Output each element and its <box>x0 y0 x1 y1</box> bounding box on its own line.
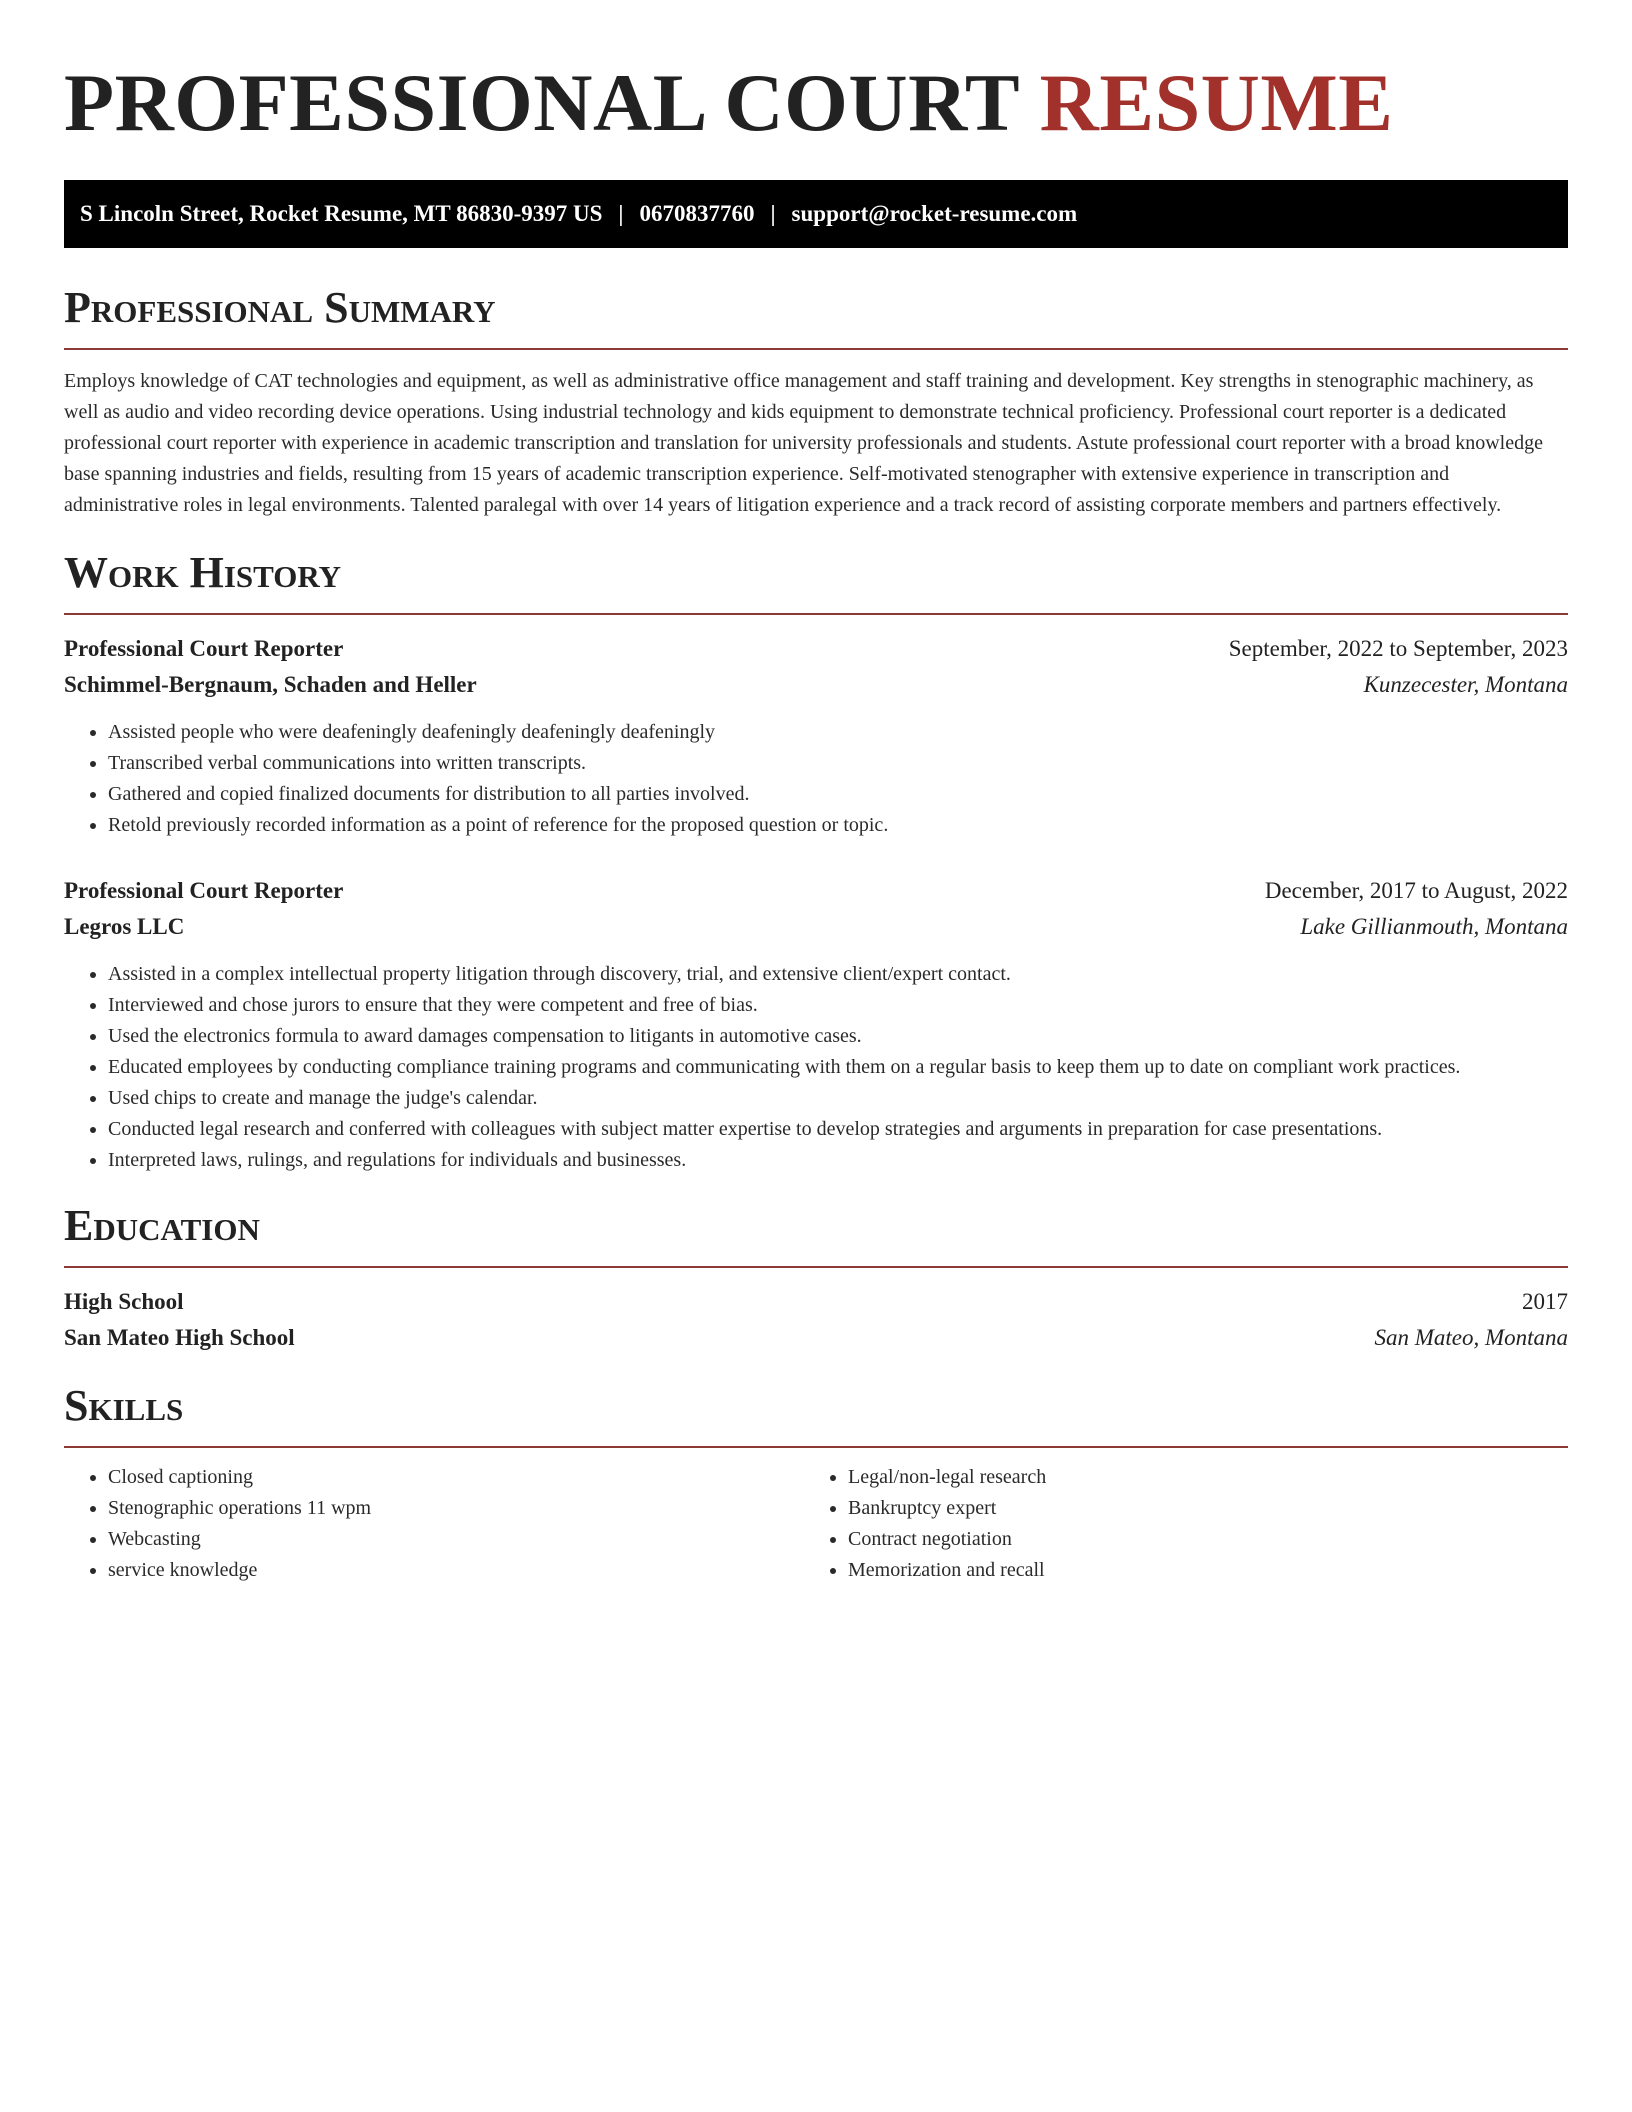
job-duties-list <box>64 959 1568 1176</box>
education-year: 2017 <box>1522 1289 1568 1314</box>
list-item: • Interviewed and chose jurors to ensure that they were competent and free of bias. <box>108 990 1568 1021</box>
education-section <box>64 1200 1568 1356</box>
section-divider <box>64 613 1568 615</box>
job-title: Professional Court Reporter <box>64 636 344 661</box>
job-header-row <box>64 873 1568 909</box>
skills-column-left <box>64 1462 804 1586</box>
skill-item: • Legal/non-legal research <box>848 1462 1046 1493</box>
job-entry <box>64 873 1568 1176</box>
title-main: PROFESSIONAL COURT <box>64 57 1019 148</box>
list-item: • Educated employees by conducting compliance training programs and communicating with them on a regular basis to keep them up to date on compliant work practices. <box>108 1052 1568 1083</box>
education-school-row <box>64 1320 1568 1356</box>
list-item: • Conducted legal research and conferred with colleagues with subject matter expertise to develop strategies and arguments in preparation for case presentations. <box>108 1114 1568 1145</box>
list-item: • Assisted people who were deafeningly deafeningly deafeningly deafeningly <box>108 717 1568 748</box>
section-divider <box>64 1446 1568 1448</box>
list-item: • Assisted in a complex intellectual property litigation through discovery, trial, and extensive client/expert contact. <box>108 959 1568 990</box>
section-heading-education: Education <box>64 1201 260 1250</box>
list-item: • Used chips to create and manage the judge's calendar. <box>108 1083 1568 1114</box>
work-history-section <box>64 547 1568 1176</box>
skill-item: • Bankruptcy expert <box>848 1493 1046 1524</box>
job-entry <box>64 631 1568 841</box>
resume-title <box>64 50 1568 156</box>
skill-item: • Contract negotiation <box>848 1524 1046 1555</box>
skill-item: • Memorization and recall <box>848 1555 1046 1586</box>
education-header-row <box>64 1284 1568 1320</box>
job-company-row <box>64 909 1568 945</box>
list-item: • Retold previously recorded information as a point of reference for the proposed question or topic. <box>108 810 1568 841</box>
job-location: Kunzecester, Montana <box>1363 672 1568 697</box>
skills-column-right <box>804 1462 1046 1586</box>
contact-phone: 0670837760 <box>639 201 755 226</box>
skills-list <box>804 1462 1046 1586</box>
title-accent: RESUME <box>1039 57 1394 148</box>
job-header-row <box>64 631 1568 667</box>
job-company-row <box>64 667 1568 703</box>
education-entry <box>64 1284 1568 1356</box>
summary-text: Employs knowledge of CAT technologies and equipment, as well as administrative office management and staff training and development. Key strengths in stenographic machinery, as well as audio and video recording device operations. Using industrial technology and kids equipment to demonstrate technical proficiency. Professional court reporter is a dedicated professional court reporter with experience in academic transcription and translation for university professionals and students. Astute professional court reporter with a broad knowledge base spanning industries and fields, resulting from 15 years of academic transcription experience. Self-motivated stenographer with extensive experience in transcription and administrative roles in legal environments. Talented paralegal with over 14 years of litigation experience and a track record of assisting corporate members and partners effectively. <box>64 370 1543 516</box>
job-dates: December, 2017 to August, 2022 <box>1264 878 1568 903</box>
skills-list <box>64 1462 804 1586</box>
section-heading-work-history: Work History <box>64 548 342 597</box>
contact-separator: | <box>770 201 776 226</box>
contact-email: support@rocket-resume.com <box>791 201 1078 226</box>
education-location: San Mateo, Montana <box>1374 1325 1568 1350</box>
contact-bar <box>64 180 1568 248</box>
education-degree: High School <box>64 1289 184 1314</box>
section-heading-skills: Skills <box>64 1381 184 1430</box>
job-company: Legros LLC <box>64 914 185 939</box>
list-item: • Used the electronics formula to award damages compensation to litigants in automotive cases. <box>108 1021 1568 1052</box>
list-item: • Transcribed verbal communications into written transcripts. <box>108 748 1568 779</box>
skills-columns <box>64 1462 1568 1586</box>
skill-item: • service knowledge <box>108 1555 804 1586</box>
skills-section <box>64 1380 1568 1586</box>
section-heading-summary: Professional Summary <box>64 283 496 332</box>
job-location: Lake Gillianmouth, Montana <box>1300 914 1568 939</box>
education-school: San Mateo High School <box>64 1325 295 1350</box>
job-company: Schimmel-Bergnaum, Schaden and Heller <box>64 672 477 697</box>
summary-section <box>64 282 1568 521</box>
job-title: Professional Court Reporter <box>64 878 344 903</box>
job-dates: September, 2022 to September, 2023 <box>1228 636 1568 661</box>
job-duties-list <box>64 717 1568 841</box>
section-divider <box>64 348 1568 350</box>
skill-item: • Closed captioning <box>108 1462 804 1493</box>
section-divider <box>64 1266 1568 1268</box>
list-item: • Gathered and copied finalized documents for distribution to all parties involved. <box>108 779 1568 810</box>
skill-item: • Webcasting <box>108 1524 804 1555</box>
contact-separator: | <box>618 201 624 226</box>
list-item: • Interpreted laws, rulings, and regulations for individuals and businesses. <box>108 1145 1568 1176</box>
contact-address: S Lincoln Street, Rocket Resume, MT 86830-9397 US <box>80 201 603 226</box>
skill-item: • Stenographic operations 11 wpm <box>108 1493 804 1524</box>
